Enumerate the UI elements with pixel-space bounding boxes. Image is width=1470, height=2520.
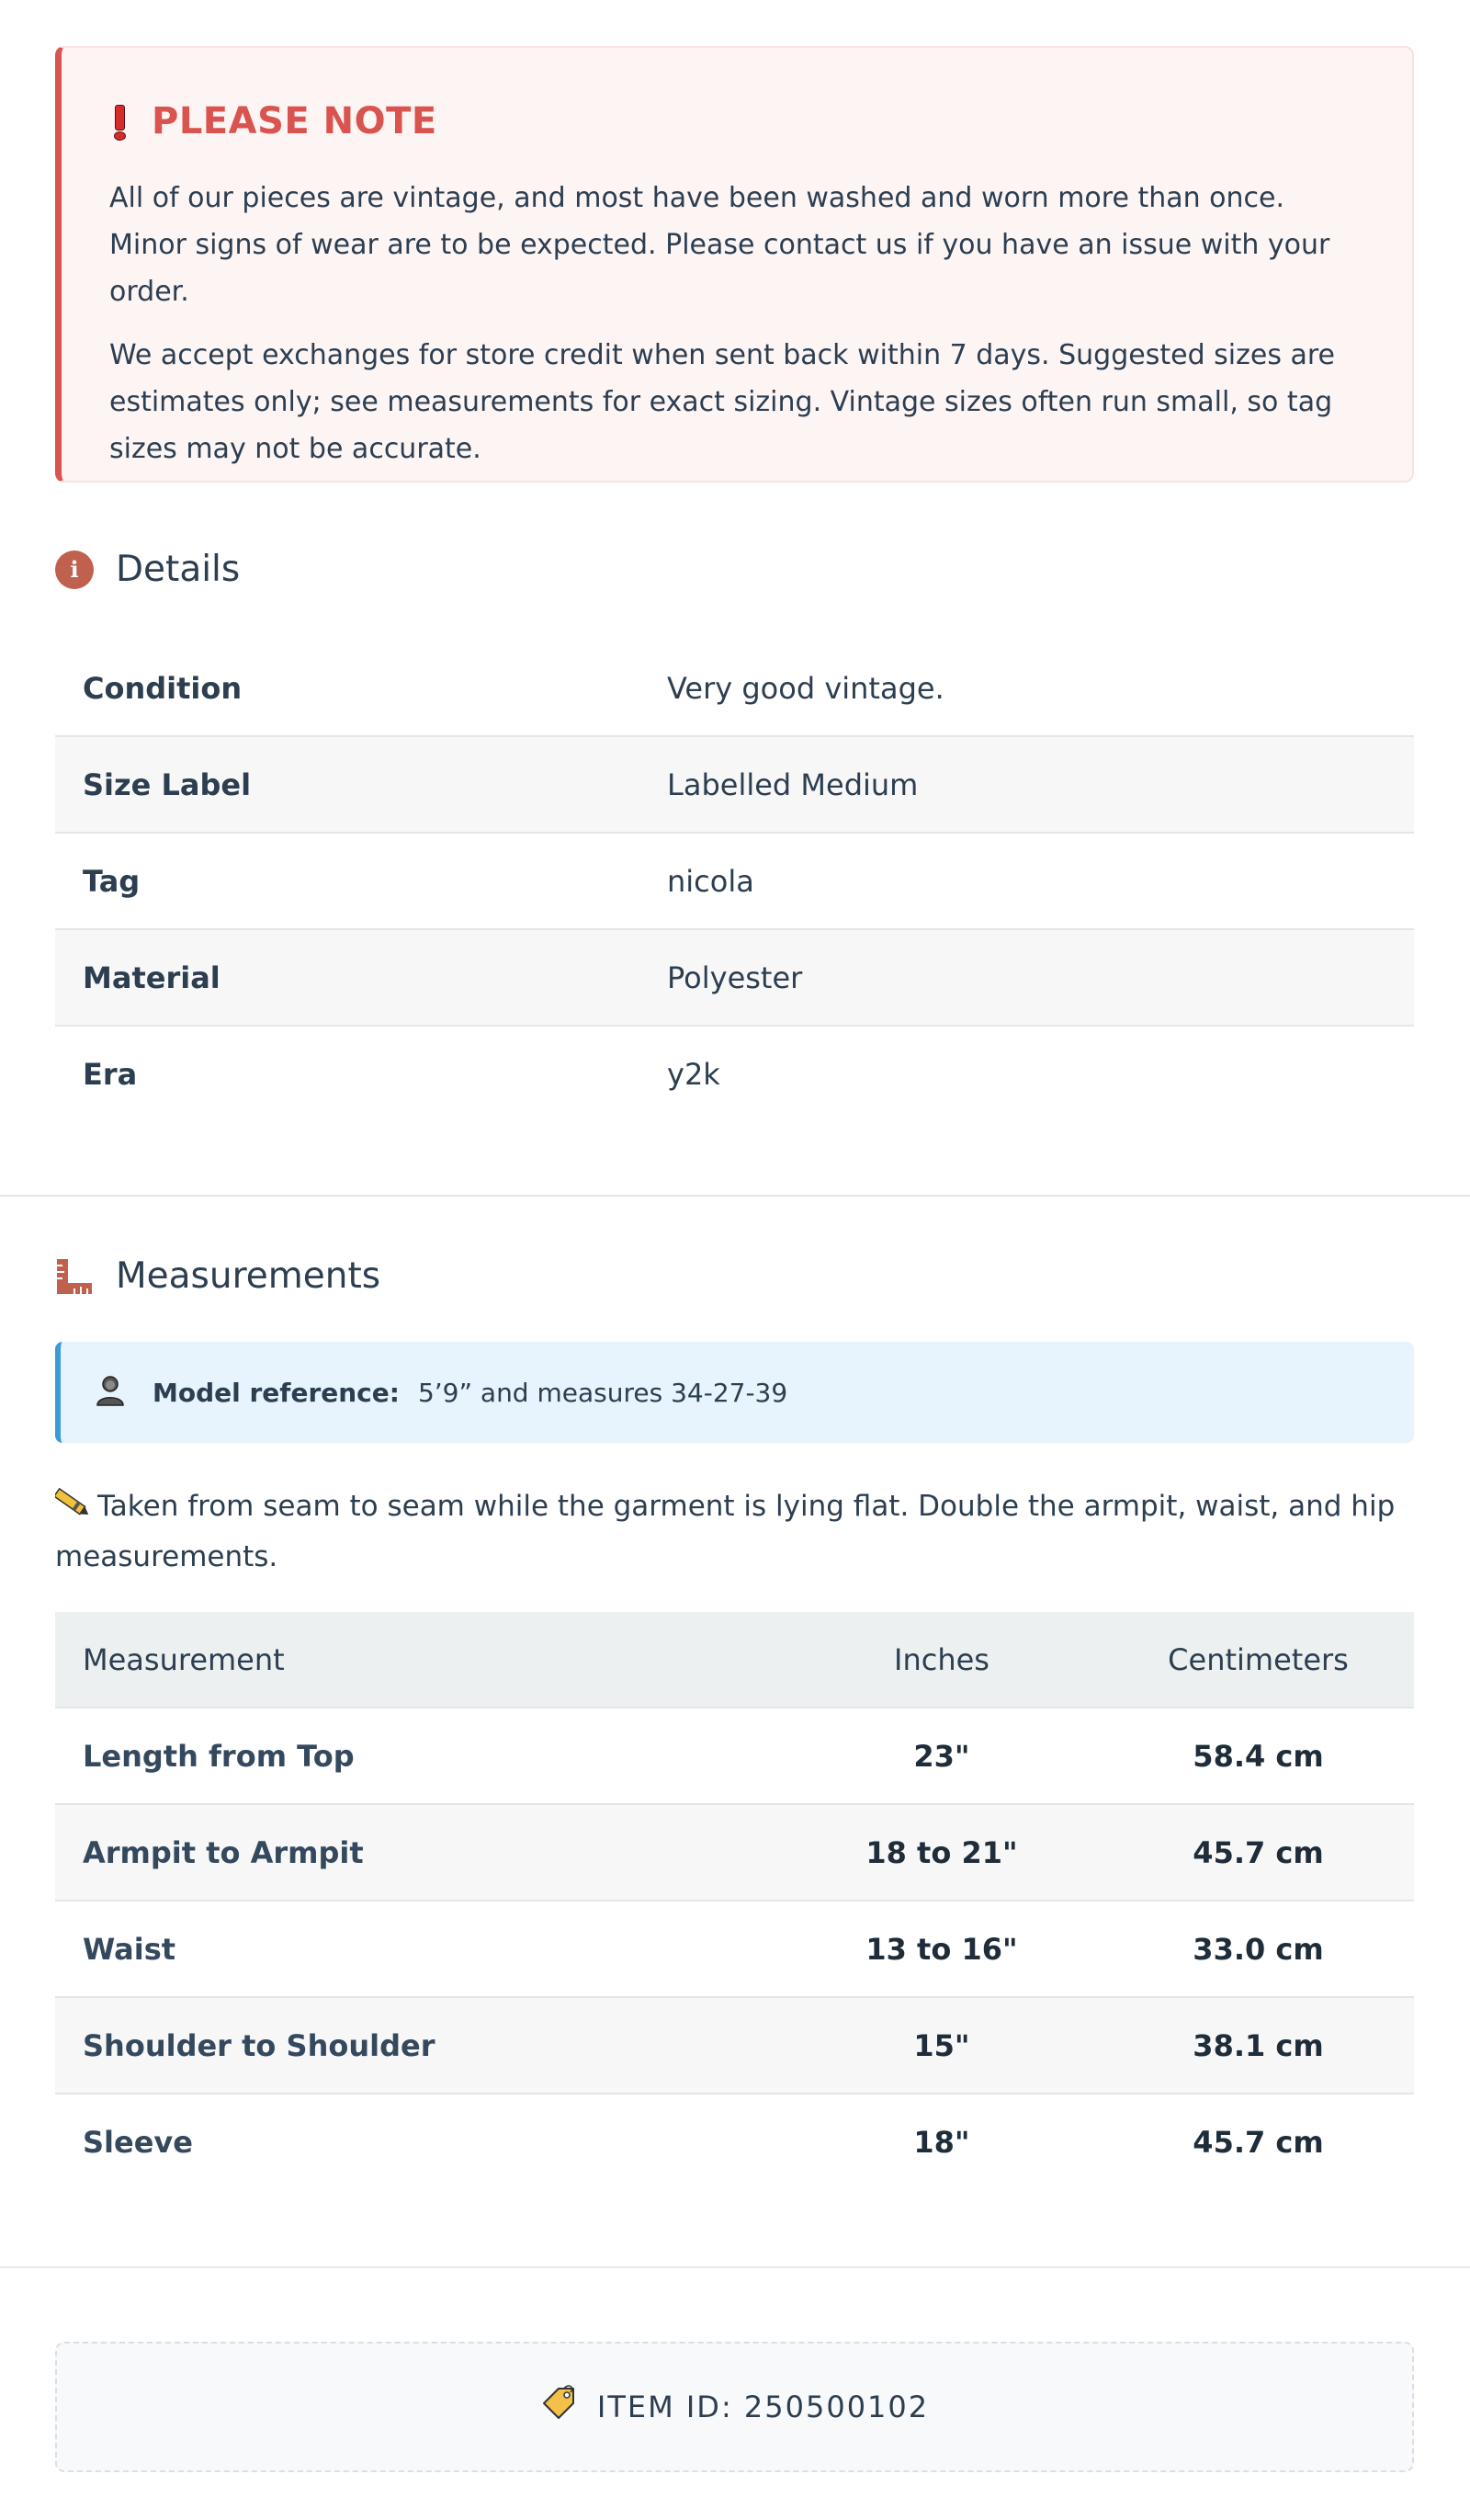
measurement-name: Length from Top (55, 1708, 781, 1804)
measurement-inches: 23" (781, 1708, 1102, 1804)
measurement-note-text: Taken from seam to seam while the garment is lying flat. Double the armpit, waist, and hip measurements. (55, 1490, 1396, 1573)
measurement-cm: 38.1 cm (1102, 1997, 1414, 2094)
measurements-title: Measurements (116, 1255, 381, 1297)
measurement-name: Shoulder to Shoulder (55, 1997, 781, 2094)
model-reference (55, 1342, 1414, 1443)
info-icon: i (55, 551, 94, 589)
table-row (55, 736, 1414, 833)
table-row (55, 1026, 1414, 1121)
notice-title: PLEASE NOTE (152, 100, 437, 142)
measurement-cm: 45.7 cm (1193, 2124, 1324, 2160)
notice-box (55, 46, 1414, 482)
measurement-inches: 18 to 21" (781, 1804, 1102, 1901)
detail-label: Material (55, 929, 667, 1026)
item-id-box (55, 2342, 1414, 2472)
detail-value: nicola (667, 833, 1414, 929)
column-header-inches: Inches (781, 1612, 1102, 1708)
notice-paragraph-2: We accept exchanges for store credit when sent back within 7 days. Suggested sizes are estimates only; see measurements for exact sizing. Vintage sizes often run small, so tag sizes may not be accurate. (109, 339, 1336, 465)
measurement-note (55, 1483, 1414, 1581)
measurement-cm: 58.4 cm (1102, 1708, 1414, 1804)
measurement-name: Sleeve (83, 2124, 193, 2160)
measurement-inches: 13 to 16" (781, 1901, 1102, 1997)
item-id-text: ITEM ID: 250500102 (596, 2389, 930, 2424)
ruler-icon (55, 1257, 94, 1296)
detail-value: Polyester (667, 929, 1414, 1026)
detail-label: Condition (55, 641, 667, 736)
details-table (55, 641, 1414, 1121)
notice-paragraph-1: All of our pieces are vintage, and most have been washed and worn more than once. Minor signs of wear are to be expected. Please contact us if you have an issue with your order. (109, 182, 1330, 308)
detail-label: Size Label (55, 736, 667, 833)
table-row (55, 641, 1414, 736)
pencil-icon (55, 1487, 90, 1534)
table-row (55, 1997, 1414, 2094)
table-row (55, 1804, 1414, 1901)
details-heading (55, 549, 240, 590)
column-header-measurement: Measurement (55, 1612, 781, 1708)
tag-icon (540, 2385, 577, 2429)
table-row (55, 2094, 1414, 2189)
table-row (55, 833, 1414, 929)
model-value: 5’9” and measures 34-27-39 (417, 1377, 788, 1408)
divider (0, 2266, 1470, 2268)
divider (0, 1195, 1470, 1197)
person-icon (94, 1373, 127, 1413)
measurements-heading (55, 1255, 380, 1297)
table-row (55, 1708, 1414, 1804)
model-label: Model reference: (153, 1377, 400, 1408)
exclamation-icon (109, 103, 128, 140)
notice-header (109, 101, 1366, 142)
detail-label: Era (83, 1056, 138, 1092)
table-row (55, 1901, 1414, 1997)
detail-value: Very good vintage. (667, 641, 1414, 736)
measurement-cm: 33.0 cm (1102, 1901, 1414, 1997)
measurements-table (55, 1612, 1414, 2189)
table-row (55, 929, 1414, 1026)
measurement-name: Waist (55, 1901, 781, 1997)
detail-label: Tag (55, 833, 667, 929)
measurement-cm: 45.7 cm (1102, 1804, 1414, 1901)
column-header-centimeters: Centimeters (1102, 1612, 1414, 1708)
table-header-row (55, 1612, 1414, 1708)
detail-value: Labelled Medium (667, 736, 1414, 833)
details-title: Details (116, 549, 241, 590)
detail-value: y2k (667, 1056, 720, 1092)
measurement-inches: 15" (781, 1997, 1102, 2094)
measurement-name: Armpit to Armpit (55, 1804, 781, 1901)
measurement-inches: 18" (913, 2124, 970, 2160)
